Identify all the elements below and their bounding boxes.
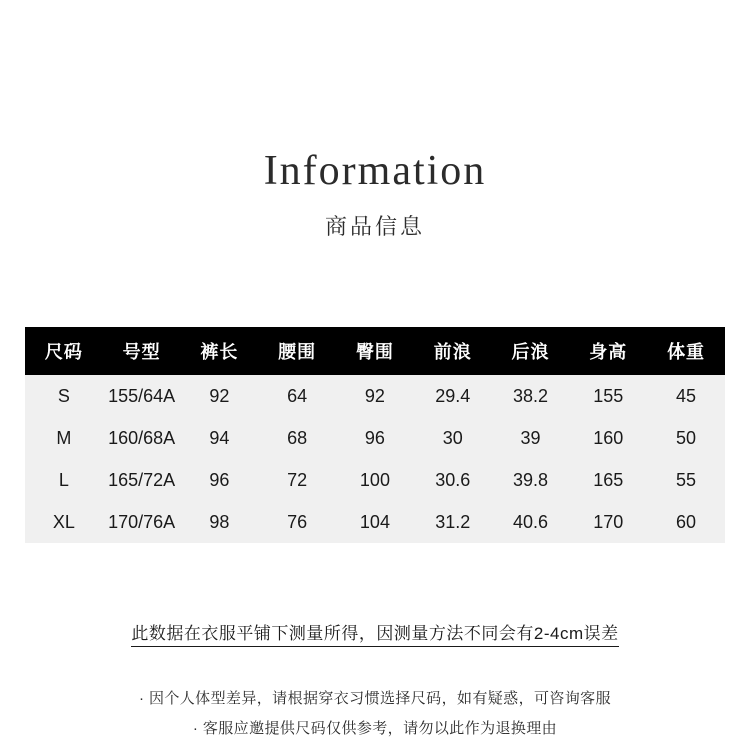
cell-back-rise: 39.8 [492, 459, 570, 501]
cell-front-rise: 31.2 [414, 501, 492, 543]
table-row [25, 501, 725, 543]
title-block [0, 0, 750, 241]
page-title-cn: 商品信息 [324, 214, 425, 240]
cell-size: M [25, 417, 103, 459]
column-header-weight: 体重 [647, 327, 725, 375]
cell-weight: 45 [647, 375, 725, 417]
cell-hip: 96 [336, 417, 414, 459]
cell-size: S [25, 375, 103, 417]
cell-waist: 72 [258, 459, 336, 501]
cell-pant-length: 96 [181, 459, 259, 501]
cell-back-rise: 39 [492, 417, 570, 459]
size-table-wrapper [25, 327, 725, 543]
table-row [25, 417, 725, 459]
cell-waist: 68 [258, 417, 336, 459]
cell-back-rise: 40.6 [492, 501, 570, 543]
column-header-front-rise: 前浪 [414, 327, 492, 375]
cell-model: 160/68A [103, 417, 181, 459]
column-header-model: 号型 [103, 327, 181, 375]
cell-pant-length: 98 [181, 501, 259, 543]
column-header-back-rise: 后浪 [492, 327, 570, 375]
table-header-row [25, 327, 725, 375]
list-item: · 因个人体型差异，请根据穿衣习惯选择尺码，如有疑惑，可咨询客服 [139, 690, 611, 708]
cell-waist: 76 [258, 501, 336, 543]
page-title-en: Information [263, 148, 487, 194]
cell-height: 165 [569, 459, 647, 501]
cell-front-rise: 30 [414, 417, 492, 459]
cell-model: 170/76A [103, 501, 181, 543]
cell-hip: 100 [336, 459, 414, 501]
cell-pant-length: 92 [181, 375, 259, 417]
cell-size: L [25, 459, 103, 501]
size-table-body [25, 375, 725, 543]
disclaimer-list [0, 684, 750, 744]
cell-height: 170 [569, 501, 647, 543]
cell-size: XL [25, 501, 103, 543]
cell-model: 165/72A [103, 459, 181, 501]
cell-pant-length: 94 [181, 417, 259, 459]
cell-weight: 50 [647, 417, 725, 459]
cell-weight: 55 [647, 459, 725, 501]
size-table-head [25, 327, 725, 375]
cell-height: 155 [569, 375, 647, 417]
cell-front-rise: 30.6 [414, 459, 492, 501]
table-row [25, 459, 725, 501]
size-table [25, 327, 725, 543]
list-item: · 客服应邀提供尺码仅供参考，请勿以此作为退换理由 [192, 720, 558, 738]
cell-hip: 92 [336, 375, 414, 417]
column-header-height: 身高 [569, 327, 647, 375]
table-row [25, 375, 725, 417]
measurement-note-text: 此数据在衣服平铺下测量所得，因测量方法不同会有2-4cm误差 [131, 624, 618, 647]
cell-waist: 64 [258, 375, 336, 417]
cell-weight: 60 [647, 501, 725, 543]
column-header-pant-length: 裤长 [181, 327, 259, 375]
column-header-size: 尺码 [25, 327, 103, 375]
measurement-note [0, 619, 750, 644]
cell-front-rise: 29.4 [414, 375, 492, 417]
cell-back-rise: 38.2 [492, 375, 570, 417]
column-header-hip: 臀围 [336, 327, 414, 375]
cell-height: 160 [569, 417, 647, 459]
cell-model: 155/64A [103, 375, 181, 417]
column-header-waist: 腰围 [258, 327, 336, 375]
cell-hip: 104 [336, 501, 414, 543]
